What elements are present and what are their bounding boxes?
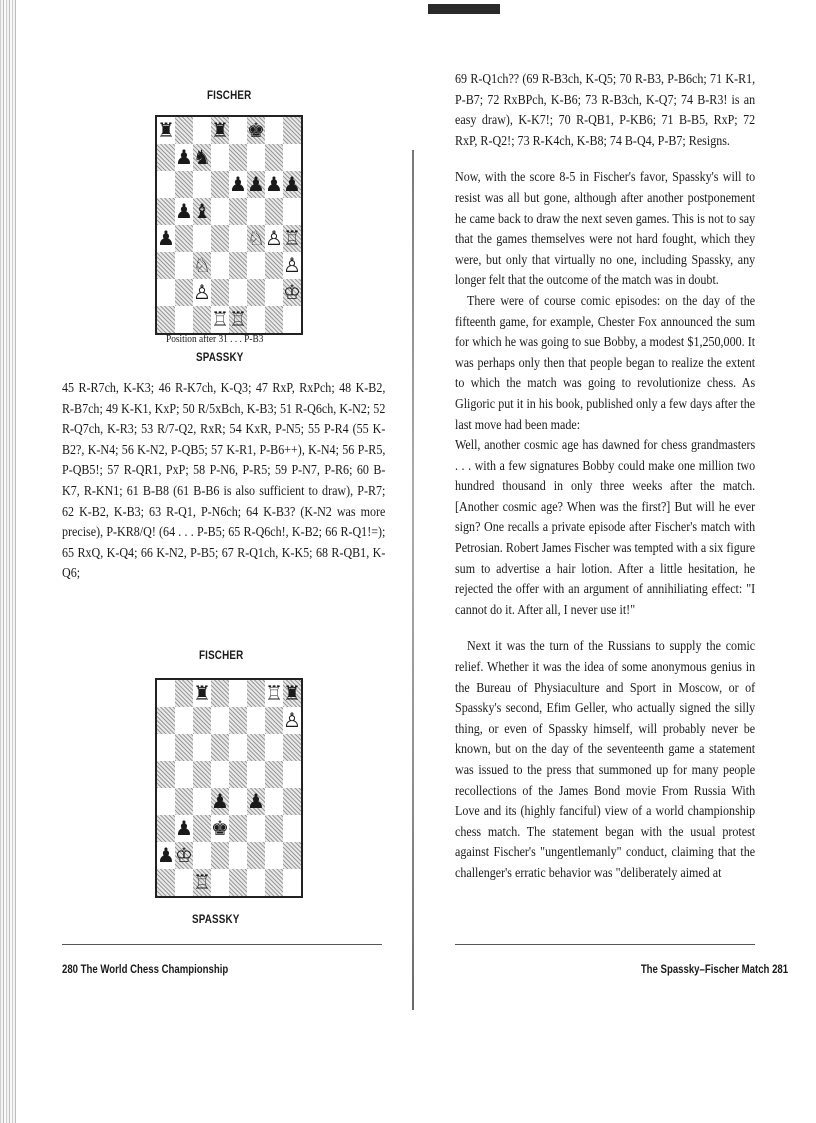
diagram1-piece-icon: ♟ — [175, 199, 193, 223]
diagram1-square — [229, 198, 247, 225]
diagram1-piece-icon: ♔ — [283, 280, 301, 304]
diagram2-square — [229, 734, 247, 761]
chess-diagram-2 — [155, 678, 303, 898]
diagram1-square — [211, 171, 229, 198]
diagram1-caption: Position after 31 . . . P-B3 — [166, 333, 264, 345]
diagram1-piece-icon: ♟ — [157, 226, 175, 250]
moves-paragraph: 45 R-R7ch, K-K3; 46 R-K7ch, K-Q3; 47 RxP, RxPch; 48 K-B2, R-B7ch; 49 K-K1, KxP; 50 R/5xBch, K-B3; 51 R-Q6ch, K-N2; 52 R-Q7ch, K-R3; 53 R/7-Q2, RxR; 54 KxR, P-N5; 55 P-R4 (55 K-B2?, K-N4; 56 K-N2, P-QB5; 57 K-R1, P-B6++), K-N4; 56 P-R5, P-QB5!; 57 R-QR1, PxP; 58 P-N6, P-R5; 59 P-N7, P-R6; 60 B-K7, R-KN1; 61 B-B8 (61 B-B6 is also sufficient to draw), P-R7; 62 K-B2, K-B3; 63 R-Q1, P-N6ch; 64 K-B3? (K-N2 was more precise), P-KR8/Q! (64 . . . P-B5; 65 R-Q6ch!, K-B2; 66 R-Q1!=); 65 RxQ, K-Q4; 66 K-N2, P-B5; 67 R-Q1ch, K-K5; 68 R-QB1, K-Q6; — [62, 381, 386, 582]
diagram2-square — [265, 734, 283, 761]
diagram2-square — [247, 815, 265, 842]
diagram2-top-label: FISCHER — [199, 648, 244, 662]
diagram1-square — [211, 279, 229, 306]
diagram1-piece-icon: ♘ — [193, 253, 211, 277]
diagram1-piece-icon: ♙ — [265, 226, 283, 250]
diagram1-square — [193, 171, 211, 198]
diagram1-square — [157, 171, 175, 198]
diagram1-piece-icon: ♟ — [265, 172, 283, 196]
diagram2-square — [229, 842, 247, 869]
diagram2-square — [193, 761, 211, 788]
body-paragraph-2: There were of course comic episodes: on the day of the fifteenth game, for example, Chester Fox announced the sum for which he was going to sue Bobby, a modest $1,250,000. It was perhaps only then that people began to realize the extent to which the match was going to revolutionize chess. As Gligoric put it in his book, published only a few days after the last move had been made: — [455, 293, 756, 433]
diagram1-square — [283, 117, 301, 144]
diagram1-square — [229, 279, 247, 306]
diagram2-square — [193, 815, 211, 842]
diagram2-square — [157, 788, 175, 815]
diagram1-square — [265, 306, 283, 333]
left-page-footer: 280 The World Chess Championship — [62, 962, 229, 976]
diagram2-piece-icon: ♙ — [283, 708, 301, 732]
diagram2-square — [193, 842, 211, 869]
diagram2-square — [175, 680, 193, 707]
right-text-column — [455, 70, 755, 885]
diagram1-piece-icon: ♚ — [247, 118, 265, 142]
diagram2-square — [211, 842, 229, 869]
diagram1-piece-icon: ♖ — [283, 226, 301, 250]
diagram2-square — [175, 707, 193, 734]
diagram1-square — [229, 225, 247, 252]
diagram1-square — [175, 225, 193, 252]
diagram1-piece-icon: ♙ — [193, 280, 211, 304]
diagram1-square — [175, 171, 193, 198]
diagram1-piece-icon: ♟ — [175, 145, 193, 169]
diagram2-square — [283, 788, 301, 815]
diagram2-square — [247, 869, 265, 896]
diagram2-square — [193, 707, 211, 734]
page-gutter — [412, 150, 414, 1010]
diagram2-square — [283, 842, 301, 869]
game-moves-paragraph: 69 R-Q1ch?? (69 R-B3ch, K-Q5; 70 R-B3, P-B6ch; 71 K-R1, P-B7; 72 RxBPch, K-B6; 73 R-B3ch, K-Q7; 74 B-R3! is an easy draw), K-K7!; 70 R-QB1, P-KB6; 71 B-B5, RxP; 72 RxP, R-Q2!; 73 R-K4ch, K-B8; 74 B-Q4, P-B7; Resigns. — [455, 72, 756, 149]
diagram2-square — [283, 734, 301, 761]
diagram2-square — [247, 761, 265, 788]
diagram1-square — [265, 117, 283, 144]
diagram2-square — [247, 842, 265, 869]
diagram2-piece-icon: ♟ — [175, 816, 193, 840]
body-paragraph-1: Now, with the score 8-5 in Fischer's favor, Spassky's will to resist was all but gone, although after another postponement he came back to draw the next seven games. This is not to say that the games themselves were not hard fought, which they were, but only that virtually no one, including Spassky, any longer felt that the outcome of the match was in doubt. — [455, 170, 756, 289]
diagram1-square — [247, 306, 265, 333]
diagram2-square — [211, 734, 229, 761]
diagram2-square — [175, 869, 193, 896]
body-paragraph-3: Next it was the turn of the Russians to supply the comic relief. Whether it was the idea of some anonymous genius in the Bureau of Physiaculture and Sport in Moscow, or of Spassky's second, Efim Geller, who actually signed the silly thing, or even of Spassky himself, will probably never be known, but on the day of the seventeenth game a statement was issued to the press that summoned up for many people recollections of the James Bond movie From Russia With Love and its (highly fanciful) view of a world championship chess match. The statement began with the usual protest against Fischer's "ungentlemanly" conduct, claiming that the challenger's erratic behavior was "deliberately aimed at — [455, 639, 756, 881]
diagram2-bottom-label: SPASSKY — [192, 912, 240, 926]
left-footer-rule — [62, 944, 382, 945]
diagram2-piece-icon: ♜ — [193, 681, 211, 705]
diagram1-square — [247, 144, 265, 171]
diagram2-square — [157, 707, 175, 734]
diagram1-square — [193, 225, 211, 252]
diagram2-square — [283, 761, 301, 788]
diagram1-piece-icon: ♖ — [229, 307, 247, 331]
diagram2-square — [175, 734, 193, 761]
diagram2-square — [229, 869, 247, 896]
diagram2-square — [283, 869, 301, 896]
diagram2-piece-icon: ♟ — [247, 789, 265, 813]
diagram2-square — [229, 680, 247, 707]
diagram1-square — [265, 144, 283, 171]
diagram2-piece-icon: ♟ — [157, 843, 175, 867]
diagram1-square — [157, 198, 175, 225]
diagram1-square — [211, 225, 229, 252]
diagram1-square — [229, 117, 247, 144]
diagram1-piece-icon: ♟ — [247, 172, 265, 196]
diagram2-square — [193, 788, 211, 815]
diagram1-square — [193, 117, 211, 144]
diagram2-piece-icon: ♚ — [211, 816, 229, 840]
diagram2-piece-icon: ♔ — [175, 843, 193, 867]
diagram1-square — [175, 117, 193, 144]
diagram2-square — [247, 680, 265, 707]
diagram1-square — [211, 144, 229, 171]
diagram2-piece-icon: ♜ — [283, 681, 301, 705]
diagram1-square — [283, 306, 301, 333]
diagram1-square — [157, 306, 175, 333]
diagram1-square — [265, 279, 283, 306]
diagram2-square — [211, 680, 229, 707]
diagram2-square — [229, 815, 247, 842]
diagram2-square — [175, 761, 193, 788]
right-footer-rule — [455, 944, 755, 945]
diagram2-square — [157, 761, 175, 788]
diagram1-square — [211, 198, 229, 225]
right-page-footer: The Spassky–Fischer Match 281 — [640, 962, 788, 976]
diagram2-square — [211, 761, 229, 788]
diagram2-square — [157, 734, 175, 761]
diagram1-piece-icon: ♞ — [193, 145, 211, 169]
diagram2-piece-icon: ♖ — [265, 681, 283, 705]
diagram1-piece-icon: ♜ — [211, 118, 229, 142]
diagram1-square — [175, 252, 193, 279]
diagram1-square — [247, 252, 265, 279]
diagram1-square — [229, 252, 247, 279]
diagram1-piece-icon: ♘ — [247, 226, 265, 250]
diagram1-square — [211, 252, 229, 279]
diagram2-piece-icon: ♖ — [193, 870, 211, 894]
diagram1-square — [193, 306, 211, 333]
diagram1-square — [229, 144, 247, 171]
diagram2-square — [229, 761, 247, 788]
diagram2-square — [247, 707, 265, 734]
diagram1-square — [157, 279, 175, 306]
diagram2-piece-icon: ♟ — [211, 789, 229, 813]
diagram2-square — [157, 815, 175, 842]
diagram2-square — [229, 788, 247, 815]
diagram2-square — [283, 815, 301, 842]
diagram1-piece-icon: ♝ — [193, 199, 211, 223]
book-spine-shadow — [0, 0, 16, 1123]
left-moves-column — [62, 379, 385, 585]
diagram2-square — [211, 869, 229, 896]
diagram1-square — [247, 279, 265, 306]
scan-mark — [428, 4, 500, 14]
diagram2-square — [265, 869, 283, 896]
diagram2-square — [247, 734, 265, 761]
diagram1-square — [283, 144, 301, 171]
diagram2-square — [157, 869, 175, 896]
diagram2-square — [265, 842, 283, 869]
diagram1-top-label: FISCHER — [207, 88, 252, 102]
diagram1-piece-icon: ♜ — [157, 118, 175, 142]
diagram1-piece-icon: ♟ — [283, 172, 301, 196]
diagram1-square — [265, 198, 283, 225]
block-quote: Well, another cosmic age has dawned for chess grandmasters . . . with a few signatures Bobby could make one million two hundred thousand in only three weeks after the match. [Another cosmic age? When was the first?] But will he ever sign? One recalls a private episode after Fischer's match with Petrosian. Robert James Fischer was tempted with a six figure sum to advertise a hair lotion. After a little hesitation, he rejected the offer with an argument of annihiliating effect: "I cannot do it. After all, I never use it!" — [455, 438, 756, 618]
diagram1-square — [157, 144, 175, 171]
diagram2-square — [265, 707, 283, 734]
diagram1-square — [265, 252, 283, 279]
diagram1-square — [283, 198, 301, 225]
diagram2-square — [265, 788, 283, 815]
diagram1-square — [157, 252, 175, 279]
diagram1-square — [247, 198, 265, 225]
diagram1-square — [175, 279, 193, 306]
diagram2-square — [193, 734, 211, 761]
diagram1-piece-icon: ♙ — [283, 253, 301, 277]
diagram2-square — [265, 761, 283, 788]
diagram1-piece-icon: ♖ — [211, 307, 229, 331]
chess-diagram-1 — [155, 115, 303, 335]
diagram1-square — [175, 306, 193, 333]
diagram1-bottom-label: SPASSKY — [196, 350, 244, 364]
diagram2-square — [211, 707, 229, 734]
diagram2-square — [229, 707, 247, 734]
diagram2-square — [175, 788, 193, 815]
diagram2-square — [265, 815, 283, 842]
diagram2-square — [157, 680, 175, 707]
diagram1-piece-icon: ♟ — [229, 172, 247, 196]
